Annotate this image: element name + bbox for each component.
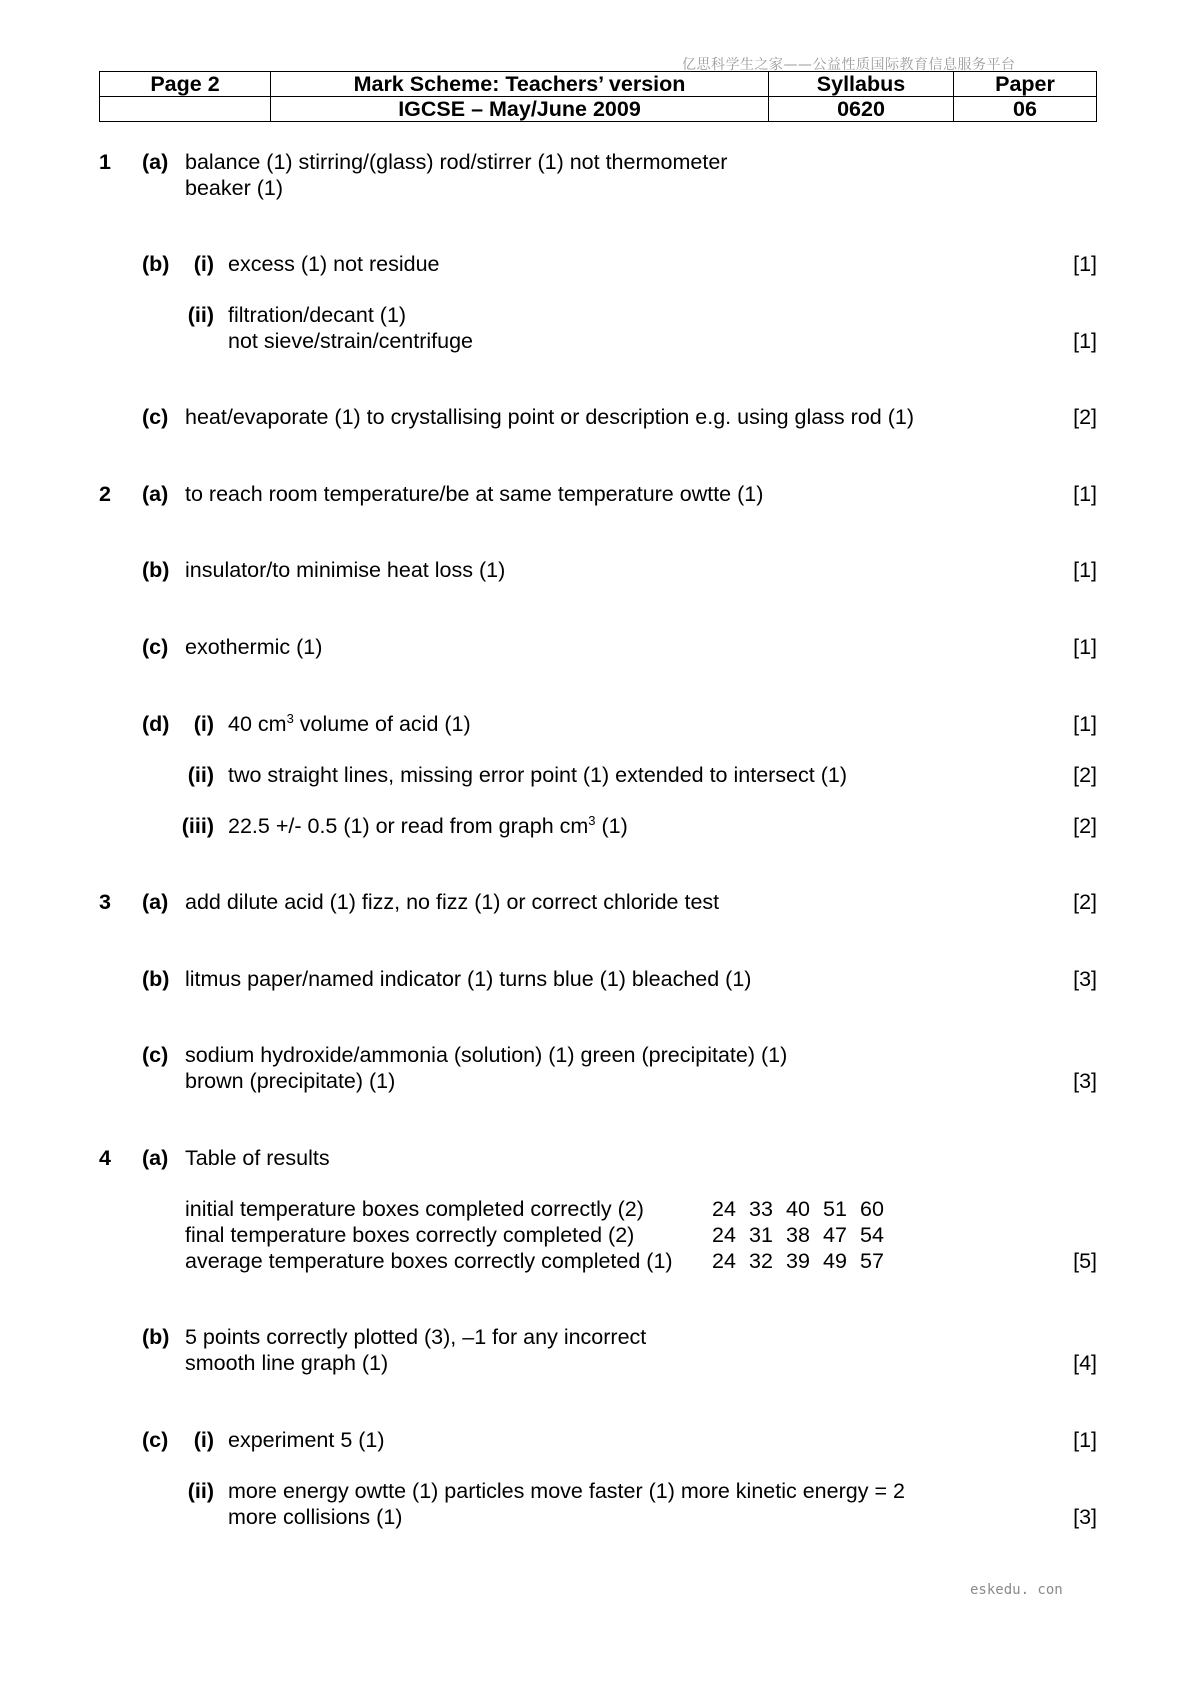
subpart-label: (i)	[193, 252, 214, 276]
answer-text: more energy owtte (1) particles move faster (1) more kinetic energy = 2	[228, 1479, 905, 1503]
question-number: 2	[99, 482, 111, 506]
results-desc: average temperature boxes correctly completed (1)	[185, 1249, 673, 1273]
part-label: (a)	[142, 482, 169, 506]
answer-text: to reach room temperature/be at same temperature owtte (1)	[185, 482, 764, 506]
part-label: (b)	[142, 558, 170, 582]
part-label: (a)	[142, 1146, 169, 1170]
answer-text: insulator/to minimise heat loss (1)	[185, 558, 506, 582]
part-label: (a)	[142, 150, 169, 174]
answer-text: more collisions (1)	[228, 1505, 403, 1529]
subpart-label: (iii)	[181, 814, 214, 838]
mark: [5]	[1073, 1249, 1097, 1273]
answer-text: smooth line graph (1)	[185, 1351, 389, 1375]
part-label: (b)	[142, 967, 170, 991]
mark: [2]	[1073, 890, 1097, 914]
subpart-label: (ii)	[187, 763, 214, 787]
answer-text: two straight lines, missing error point (1) extended to intersect (1)	[228, 763, 847, 787]
header-syllabus-label: Syllabus	[769, 72, 954, 97]
header-page: Page 2	[100, 72, 271, 97]
answer-text: add dilute acid (1) fizz, no fizz (1) or correct chloride test	[185, 890, 720, 914]
mark: [2]	[1073, 405, 1097, 429]
mark: [1]	[1073, 482, 1097, 506]
answer-text: litmus paper/named indicator (1) turns blue (1) bleached (1)	[185, 967, 752, 991]
answer-text: experiment 5 (1)	[228, 1428, 385, 1452]
mark: [1]	[1073, 252, 1097, 276]
results-desc: initial temperature boxes completed correctly (2)	[185, 1197, 644, 1221]
header-paper-label: Paper	[954, 72, 1097, 97]
answer-text: Table of results	[185, 1146, 330, 1170]
mark: [1]	[1073, 712, 1097, 736]
answer-text: not sieve/strain/centrifuge	[228, 329, 473, 353]
watermark: 亿思科学生之家——公益性质国际教育信息服务平台	[682, 57, 1016, 73]
results-values: 24 32 39 49 57	[712, 1249, 884, 1273]
header-syllabus-code: 0620	[769, 97, 954, 122]
mark: [3]	[1073, 1069, 1097, 1093]
question-number: 1	[99, 150, 111, 174]
mark: [4]	[1073, 1351, 1097, 1375]
mark: [3]	[1073, 1505, 1097, 1529]
part-label: (c)	[142, 1043, 169, 1067]
answer-text: beaker (1)	[185, 176, 283, 200]
results-values: 24 33 40 51 60	[712, 1197, 884, 1221]
mark: [3]	[1073, 967, 1097, 991]
part-label: (b)	[142, 1325, 170, 1349]
answer-text: 22.5 +/- 0.5 (1) or read from graph $cm^3$ (1)	[228, 812, 628, 838]
mark: [1]	[1073, 635, 1097, 659]
mark: [2]	[1073, 814, 1097, 838]
header-table	[99, 71, 1097, 122]
header-exam: IGCSE – May/June 2009	[271, 97, 769, 122]
subpart-label: (ii)	[187, 1479, 214, 1503]
subpart-label: (i)	[193, 1428, 214, 1452]
results-values: 24 31 38 47 54	[712, 1223, 884, 1247]
answer-text: sodium hydroxide/ammonia (solution) (1) green (precipitate) (1)	[185, 1043, 788, 1067]
part-label: (d)	[142, 712, 170, 736]
footer-watermark: eskedu. con	[970, 1582, 1063, 1598]
answer-text: excess (1) not residue	[228, 252, 440, 276]
question-number: 4	[99, 1146, 111, 1170]
mark: [2]	[1073, 763, 1097, 787]
subpart-label: (ii)	[187, 303, 214, 327]
part-label: (a)	[142, 890, 169, 914]
mark: [1]	[1073, 558, 1097, 582]
part-label: (b)	[142, 252, 170, 276]
results-desc: final temperature boxes correctly completed (2)	[185, 1223, 635, 1247]
answer-text: 40 $cm^3$ volume of acid (1)	[228, 710, 471, 736]
answer-text: brown (precipitate) (1)	[185, 1069, 396, 1093]
part-label: (c)	[142, 635, 169, 659]
question-number: 3	[99, 890, 111, 914]
header-title: Mark Scheme: Teachers’ version	[271, 72, 769, 97]
answer-text: balance (1) stirring/(glass) rod/stirrer (1) not thermometer	[185, 150, 728, 174]
answer-text: heat/evaporate (1) to crystallising point or description e.g. using glass rod (1)	[185, 405, 914, 429]
header-blank	[100, 97, 271, 122]
answer-text: 5 points correctly plotted (3), –1 for any incorrect	[185, 1325, 647, 1349]
part-label: (c)	[142, 405, 169, 429]
part-label: (c)	[142, 1428, 169, 1452]
mark: [1]	[1073, 1428, 1097, 1452]
subpart-label: (i)	[193, 712, 214, 736]
answer-text: filtration/decant (1)	[228, 303, 407, 327]
header-paper-number: 06	[954, 97, 1097, 122]
mark: [1]	[1073, 329, 1097, 353]
answer-text: exothermic (1)	[185, 635, 323, 659]
